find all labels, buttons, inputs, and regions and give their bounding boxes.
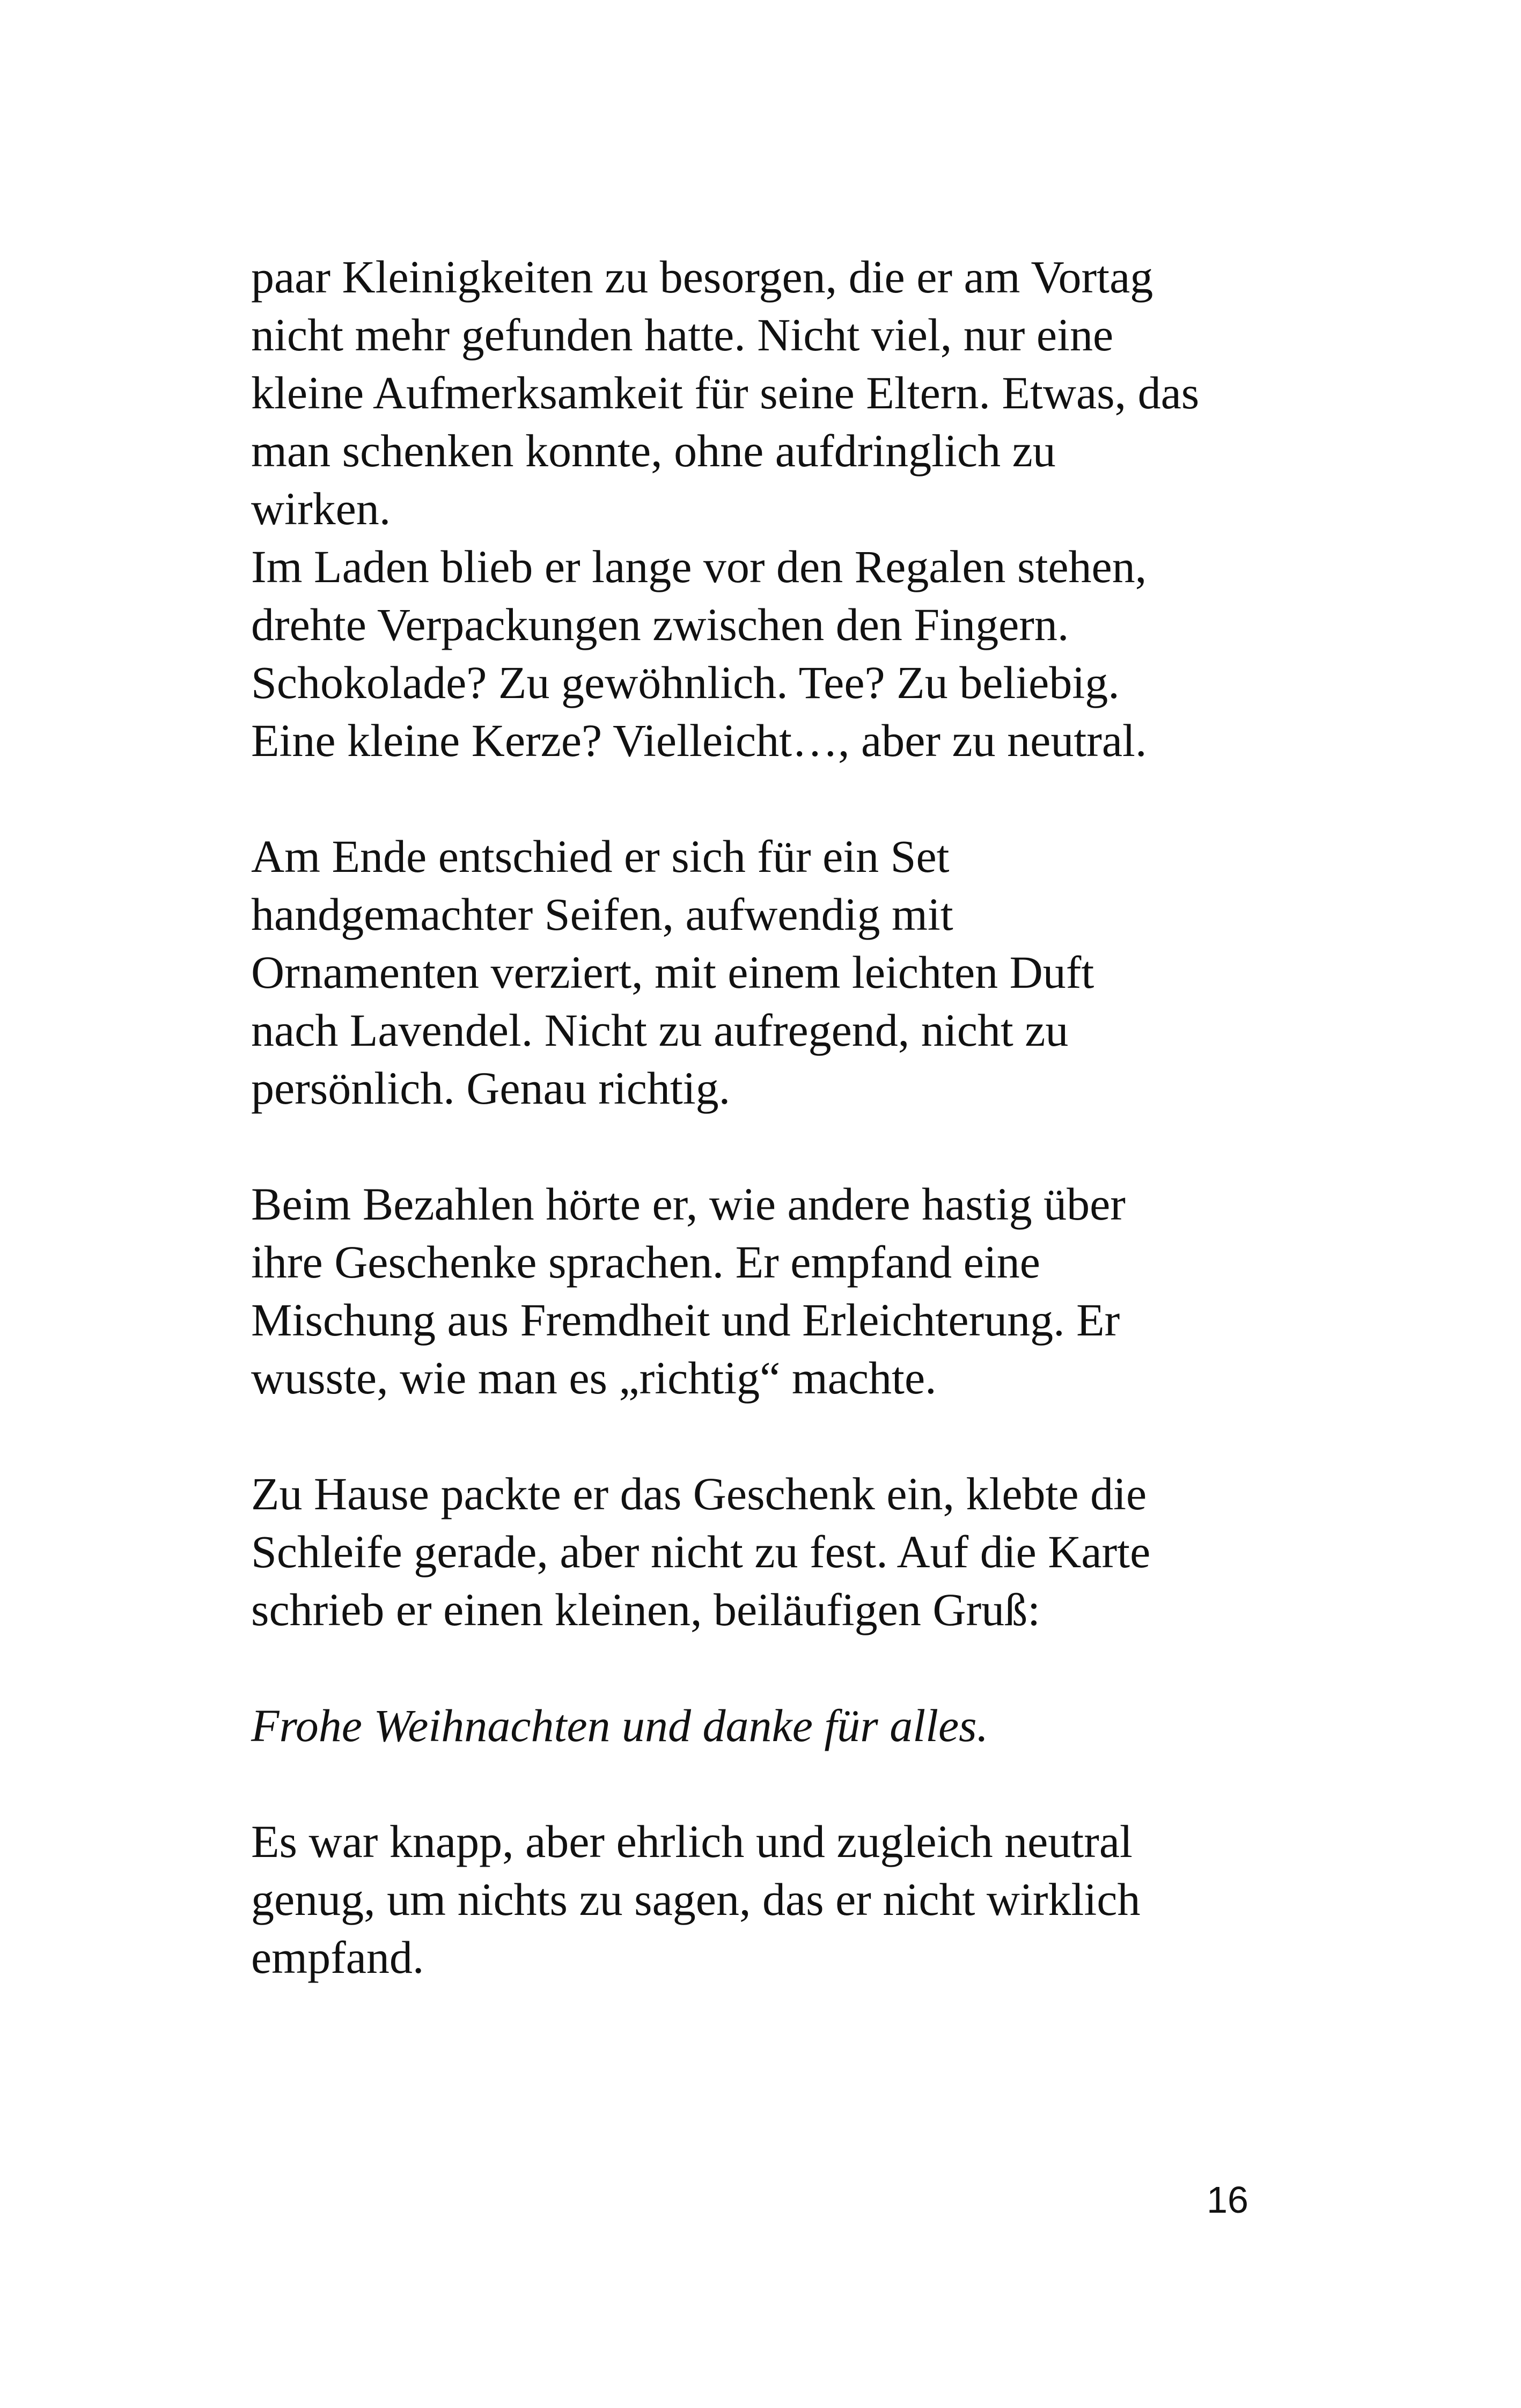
text-line: paar Kleinigkeiten zu besorgen, die er am Vortag (251, 251, 1153, 303)
text-line: Am Ende entschied er sich für ein Set (251, 831, 950, 882)
text-line: Schleife gerade, aber nicht zu fest. Auf die Karte (251, 1526, 1151, 1577)
page-number: 16 (1207, 2179, 1248, 2221)
card-greeting: Frohe Weihnachten und danke für alles. (251, 1700, 989, 1751)
paragraph-gap (251, 1407, 1313, 1465)
body-text (251, 248, 1313, 1986)
text-line: ihre Geschenke sprachen. Er empfand eine (251, 1236, 1040, 1288)
text-line: Mischung aus Fremdheit und Erleichterung. Er (251, 1294, 1120, 1346)
text-line: Beim Bezahlen hörte er, wie andere hastig über (251, 1178, 1126, 1230)
text-line: handgemachter Seifen, aufwendig mit (251, 889, 953, 940)
text-line: genug, um nichts zu sagen, das er nicht wirklich (251, 1874, 1141, 1925)
paragraph-gap (251, 1754, 1313, 1812)
text-line: empfand. (251, 1932, 424, 1983)
text-line: nicht mehr gefunden hatte. Nicht viel, nur eine (251, 309, 1114, 361)
text-line: Eine kleine Kerze? Vielleicht…, aber zu neutral. (251, 715, 1147, 766)
text-line: kleine Aufmerksamkeit für seine Eltern. Etwas, das (251, 367, 1200, 419)
text-line: persönlich. Genau richtig. (251, 1062, 731, 1114)
text-line: wusste, wie man es „richtig“ machte. (251, 1352, 937, 1404)
paragraph-gap (251, 1117, 1313, 1175)
text-line: Ornamenten verziert, mit einem leichten Duft (251, 946, 1094, 998)
text-line: Im Laden blieb er lange vor den Regalen stehen, (251, 541, 1147, 592)
text-line: nach Lavendel. Nicht zu aufregend, nicht zu (251, 1004, 1069, 1056)
paragraph-gap (251, 1639, 1313, 1697)
paragraph-gap (251, 769, 1313, 827)
text-line: schrieb er einen kleinen, beiläufigen Gruß: (251, 1584, 1040, 1635)
text-line: drehte Verpackungen zwischen den Fingern. (251, 599, 1069, 650)
text-line: wirken. (251, 483, 391, 534)
text-line: Zu Hause packte er das Geschenk ein, klebte die (251, 1468, 1147, 1519)
text-line: Schokolade? Zu gewöhnlich. Tee? Zu beliebig. (251, 657, 1120, 708)
text-line: man schenken konnte, ohne aufdringlich zu (251, 425, 1056, 476)
text-line: Es war knapp, aber ehrlich und zugleich neutral (251, 1816, 1133, 1867)
